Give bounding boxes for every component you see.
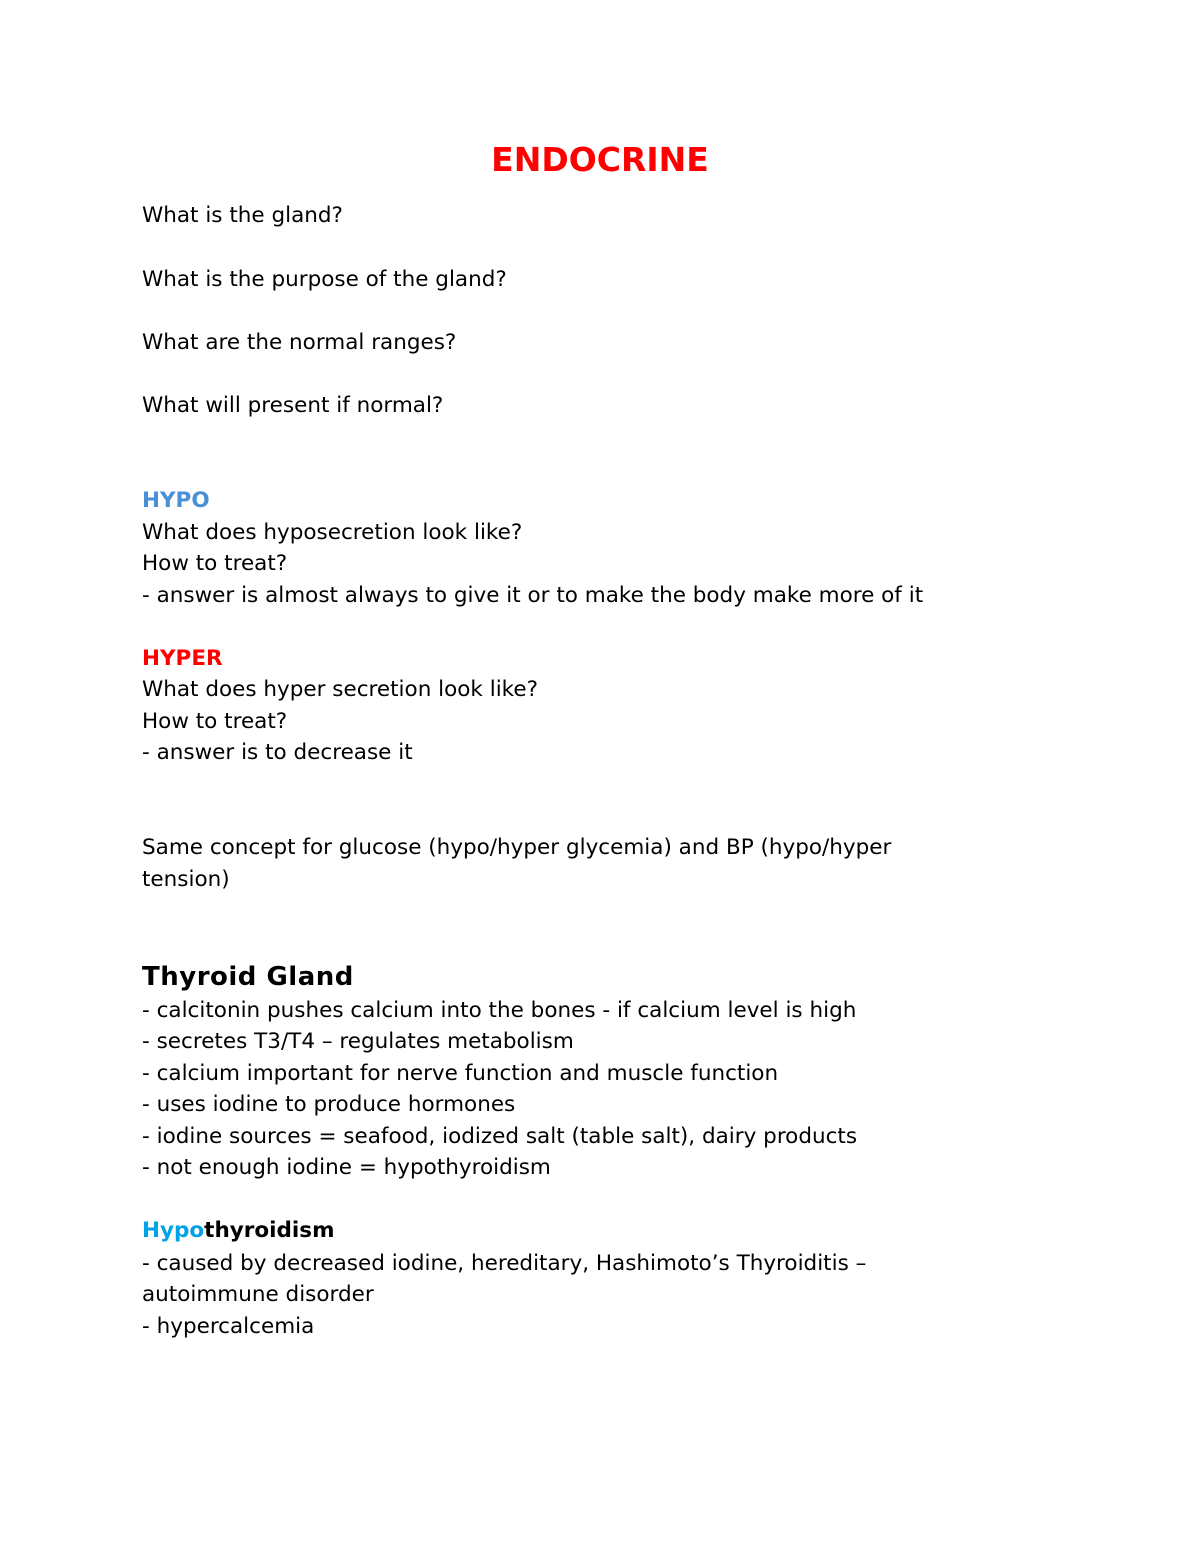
same-concept-line: Same concept for glucose (hypo/hyper glycemia) and BP (hypo/hyper [142, 835, 892, 860]
hyper-line: - answer is to decrease it [142, 740, 413, 765]
hypothyroidism-item: autoimmune disorder [142, 1282, 374, 1307]
hypo-line: - answer is almost always to give it or to make the body make more of it [142, 583, 924, 608]
thyroid-item: - calcitonin pushes calcium into the bones - if calcium level is high [142, 998, 857, 1023]
hypo-line: How to treat? [142, 551, 288, 576]
thyroid-item: - secretes T3/T4 – regulates metabolism [142, 1029, 574, 1054]
hypothyroidism-heading [142, 1220, 334, 1242]
hyper-heading: HYPER [142, 646, 223, 671]
document-title: ENDOCRINE [491, 140, 709, 179]
question-normal-ranges: What are the normal ranges? [142, 330, 457, 355]
hypothyroidism-heading-prefix: Hypo [142, 1218, 205, 1243]
question-gland: What is the gland? [142, 203, 343, 228]
question-purpose: What is the purpose of the gland? [142, 267, 507, 292]
thyroid-heading: Thyroid Gland [142, 962, 354, 992]
hypothyroidism-heading-suffix: thyroidism [204, 1218, 335, 1243]
hyper-line: How to treat? [142, 709, 288, 734]
thyroid-item: - calcium important for nerve function and muscle function [142, 1061, 779, 1086]
thyroid-item: - not enough iodine = hypothyroidism [142, 1155, 551, 1180]
question-present-normal: What will present if normal? [142, 393, 444, 418]
hypothyroidism-item: - caused by decreased iodine, hereditary, Hashimoto’s Thyroiditis – [142, 1251, 867, 1276]
hypo-heading: HYPO [142, 488, 210, 513]
thyroid-item: - uses iodine to produce hormones [142, 1092, 516, 1117]
thyroid-item: - iodine sources = seafood, iodized salt (table salt), dairy products [142, 1124, 858, 1149]
hypo-line: What does hyposecretion look like? [142, 520, 523, 545]
same-concept-line: tension) [142, 867, 230, 892]
hypothyroidism-item: - hypercalcemia [142, 1314, 315, 1339]
hyper-line: What does hyper secretion look like? [142, 677, 538, 702]
